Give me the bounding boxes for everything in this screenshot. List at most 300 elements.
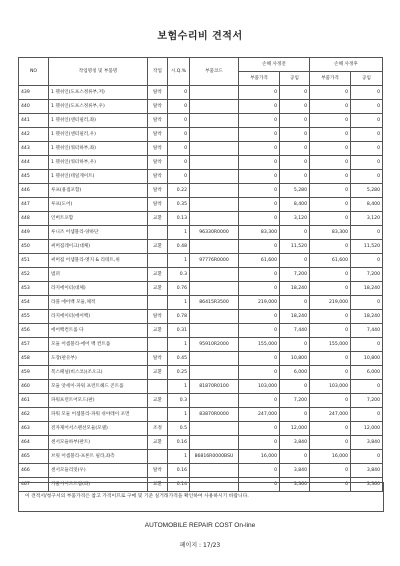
row-part-code [190, 394, 239, 408]
row-assess-parts: 0 [310, 142, 351, 156]
row-name: 라지에이터(대체) [49, 282, 148, 296]
row-qty: 0.22 [168, 184, 190, 198]
row-qty: 0.3 [168, 268, 190, 282]
row-qty: 1 [168, 226, 190, 240]
row-damage-labor: 0 [280, 296, 310, 310]
row-damage-labor: 7,200 [280, 394, 310, 408]
row-damage-parts: 0 [239, 352, 280, 366]
row-damage-labor: 0 [280, 170, 310, 184]
row-no: 451 [19, 254, 49, 268]
disclaimer-note: 이 견적서/청구서의 부품가격은 참고 가격이므로 구매 및 기준 실거래가격을 확인하여 사용하시기 바랍니다. [18, 482, 384, 512]
row-damage-labor: 18,240 [280, 310, 310, 324]
table-row [19, 254, 383, 268]
estimate-table [18, 57, 383, 492]
row-part-code [190, 170, 239, 184]
row-damage-labor: 0 [280, 226, 310, 240]
row-qty: 0 [168, 100, 190, 114]
row-name: 센서모듈하부(판트) [49, 436, 148, 450]
row-assess-labor: 6,000 [351, 366, 383, 380]
row-assess-labor: 0 [351, 450, 383, 464]
row-assess-labor: 3,120 [351, 212, 383, 226]
row-damage-labor: 0 [280, 128, 310, 142]
row-work [148, 408, 168, 422]
row-assess-parts: 61,600 [310, 254, 351, 268]
row-name: 1 웻쉬인(테일게이트) [49, 170, 148, 184]
row-assess-labor: 0 [351, 380, 383, 394]
row-damage-labor: 5,280 [280, 184, 310, 198]
row-qty: 1 [168, 408, 190, 422]
row-part-code [190, 114, 239, 128]
row-damage-labor: 0 [280, 408, 310, 422]
row-damage-parts: 0 [239, 114, 280, 128]
row-damage-parts: 0 [239, 212, 280, 226]
row-qty: 0.78 [168, 310, 190, 324]
table-row [19, 450, 383, 464]
row-damage-parts: 83,300 [239, 226, 280, 240]
row-assess-labor: 3,360 [351, 478, 383, 492]
header-damage-group: 손해 사정전 [239, 58, 310, 72]
row-assess-labor: 11,520 [351, 240, 383, 254]
row-name: 1 웻쉬인(쿼터하부,좌) [49, 142, 148, 156]
document-title: 보험수리비 견적서 [157, 31, 243, 42]
row-name: 파워 모듈 어셈블리-파워 쉬야레이 포면 [49, 408, 148, 422]
row-assess-labor: 7,440 [351, 324, 383, 338]
row-assess-labor: 12,000 [351, 422, 383, 436]
row-part-code [190, 86, 239, 100]
row-assess-parts: 0 [310, 114, 351, 128]
row-part-code [190, 310, 239, 324]
table-row [19, 464, 383, 478]
row-damage-labor: 3,360 [280, 478, 310, 492]
row-assess-labor: 18,240 [351, 310, 383, 324]
row-work: 교환 [148, 478, 168, 492]
row-assess-labor: 18,240 [351, 282, 383, 296]
row-part-code [190, 352, 239, 366]
row-no: 454 [19, 296, 49, 310]
row-part-code [190, 142, 239, 156]
row-damage-labor: 0 [280, 114, 310, 128]
row-no: 457 [19, 338, 49, 352]
row-work: 탈착 [148, 86, 168, 100]
row-name: 파워프런트어모드(판) [49, 394, 148, 408]
row-no: 450 [19, 240, 49, 254]
row-assess-parts: 0 [310, 422, 351, 436]
row-assess-labor: 7,200 [351, 268, 383, 282]
row-assess-parts: 0 [310, 184, 351, 198]
row-damage-labor: 0 [280, 100, 310, 114]
row-assess-parts: 0 [310, 282, 351, 296]
row-no: 464 [19, 436, 49, 450]
row-name: 도장(판유부) [49, 352, 148, 366]
row-part-code: 96330R0000 [190, 226, 239, 240]
row-qty: 0.48 [168, 240, 190, 254]
table-row [19, 156, 383, 170]
row-assess-parts: 103,000 [310, 380, 351, 394]
row-no: 463 [19, 422, 49, 436]
header-name: 작업명칭 및 부품명 [49, 58, 148, 86]
row-damage-parts: 0 [239, 282, 280, 296]
row-assess-labor: 0 [351, 142, 383, 156]
row-name: 라플 에어백 모듈,채적 [49, 296, 148, 310]
row-part-code: 97776R0000 [190, 254, 239, 268]
table-row [19, 338, 383, 352]
row-assess-parts: 0 [310, 436, 351, 450]
row-name: 전자제어서스펜션모듈(모델) [49, 422, 148, 436]
row-qty: 0.5 [168, 422, 190, 436]
row-work: 탈착 [148, 464, 168, 478]
row-name: 써머집레이크(대체) [49, 240, 148, 254]
row-damage-parts: 0 [239, 366, 280, 380]
table-row [19, 100, 383, 114]
row-assess-labor: 0 [351, 86, 383, 100]
row-qty: 0 [168, 170, 190, 184]
row-damage-parts: 155,000 [239, 338, 280, 352]
row-damage-parts: 0 [239, 394, 280, 408]
row-work: 탈착 [148, 142, 168, 156]
row-part-code [190, 282, 239, 296]
row-part-code [190, 324, 239, 338]
row-damage-parts: 103,000 [239, 380, 280, 394]
row-work: 교환 [148, 240, 168, 254]
row-work: 탈착 [148, 100, 168, 114]
row-qty: 0 [168, 86, 190, 100]
row-work: 교환 [148, 324, 168, 338]
row-damage-labor: 3,120 [280, 212, 310, 226]
row-assess-parts: 0 [310, 100, 351, 114]
row-damage-parts: 0 [239, 184, 280, 198]
row-damage-parts: 0 [239, 156, 280, 170]
row-part-code [190, 240, 239, 254]
row-work: 탈착 [148, 352, 168, 366]
row-damage-parts: 16,000 [239, 450, 280, 464]
row-work: 탈착 [148, 156, 168, 170]
row-damage-labor: 0 [280, 338, 310, 352]
row-damage-labor: 3,840 [280, 436, 310, 450]
row-damage-parts: 0 [239, 100, 280, 114]
row-no: 466 [19, 464, 49, 478]
row-damage-parts: 0 [239, 268, 280, 282]
row-part-code [190, 268, 239, 282]
row-damage-parts: 0 [239, 86, 280, 100]
row-assess-labor: 7,200 [351, 394, 383, 408]
row-damage-parts: 0 [239, 436, 280, 450]
row-assess-labor: 0 [351, 296, 383, 310]
row-assess-parts: 16,000 [310, 450, 351, 464]
row-damage-labor: 8,400 [280, 198, 310, 212]
row-damage-parts: 0 [239, 464, 280, 478]
row-assess-labor: 0 [351, 254, 383, 268]
row-damage-parts: 0 [239, 128, 280, 142]
row-part-code [190, 436, 239, 450]
row-work: 교환 [148, 268, 168, 282]
row-damage-labor: 0 [280, 380, 310, 394]
table-row [19, 310, 383, 324]
row-assess-labor: 0 [351, 114, 383, 128]
row-damage-labor: 10,800 [280, 352, 310, 366]
table-row [19, 282, 383, 296]
row-work: 교환 [148, 366, 168, 380]
row-name: 센서모듈리밋(우) [49, 464, 148, 478]
row-qty: 0.35 [168, 198, 190, 212]
row-qty: 1 [168, 338, 190, 352]
row-qty: 0 [168, 128, 190, 142]
row-damage-labor: 12,000 [280, 422, 310, 436]
row-no: 462 [19, 408, 49, 422]
row-qty: 0.25 [168, 366, 190, 380]
row-qty: 0.16 [168, 436, 190, 450]
header-qty: 시.Q.% [168, 58, 190, 86]
row-no: 467 [19, 478, 49, 492]
row-no: 448 [19, 212, 49, 226]
row-assess-parts: 0 [310, 170, 351, 184]
row-assess-parts: 0 [310, 128, 351, 142]
row-damage-parts: 0 [239, 324, 280, 338]
row-name: 1 웻쉬인(도프스정류부,우) [49, 100, 148, 114]
row-qty: 1 [168, 450, 190, 464]
row-assess-labor: 0 [351, 156, 383, 170]
row-assess-parts: 0 [310, 198, 351, 212]
row-no: 446 [19, 184, 49, 198]
row-work [148, 296, 168, 310]
row-damage-parts: 0 [239, 198, 280, 212]
row-no: 442 [19, 128, 49, 142]
row-name: 카울사이드트림(좌) [49, 478, 148, 492]
table-row [19, 114, 383, 128]
row-part-code [190, 100, 239, 114]
row-work: 교환 [148, 282, 168, 296]
row-no: 452 [19, 268, 49, 282]
row-work: 탈착 [148, 184, 168, 198]
row-part-code: 86816R0000BSU [190, 450, 239, 464]
row-assess-labor: 0 [351, 170, 383, 184]
row-no: 445 [19, 170, 49, 184]
row-assess-parts: 155,000 [310, 338, 351, 352]
row-qty: 1 [168, 380, 190, 394]
row-name: 복스패널(비스코)(조오크) [49, 366, 148, 380]
row-work: 탈착 [148, 310, 168, 324]
page-number: 페이지 : 17/23 [179, 542, 221, 549]
row-no: 456 [19, 324, 49, 338]
row-no: 439 [19, 86, 49, 100]
row-assess-labor: 0 [351, 128, 383, 142]
row-part-code [190, 422, 239, 436]
row-damage-labor: 0 [280, 142, 310, 156]
row-assess-parts: 0 [310, 464, 351, 478]
row-assess-labor: 0 [351, 100, 383, 114]
table-row [19, 142, 383, 156]
row-qty: 0 [168, 156, 190, 170]
row-no: 465 [19, 450, 49, 464]
row-assess-labor: 0 [351, 408, 383, 422]
table-row [19, 86, 383, 100]
table-row [19, 296, 383, 310]
row-assess-labor: 3,840 [351, 436, 383, 450]
header-damage-parts: 부품가격 [239, 72, 280, 86]
table-row [19, 128, 383, 142]
header-damage-labor: 공임 [280, 72, 310, 86]
table-row [19, 240, 383, 254]
row-damage-labor: 18,240 [280, 282, 310, 296]
row-assess-parts: 0 [310, 212, 351, 226]
header-part-code: 부품코드 [190, 58, 239, 86]
row-qty: 0.3 [168, 394, 190, 408]
row-work: 탈착 [148, 114, 168, 128]
header-assess-group: 손해 사정후 [310, 58, 383, 72]
row-part-code [190, 366, 239, 380]
row-no: 441 [19, 114, 49, 128]
row-assess-labor: 0 [351, 226, 383, 240]
row-qty: 0.45 [168, 352, 190, 366]
row-no: 459 [19, 366, 49, 380]
row-name: 루니즈 어셈블리-양하단 [49, 226, 148, 240]
row-damage-parts: 0 [239, 478, 280, 492]
row-no: 453 [19, 282, 49, 296]
row-damage-parts: 0 [239, 310, 280, 324]
row-work: 교환 [148, 212, 168, 226]
table-row [19, 226, 383, 240]
row-qty: 0.16 [168, 464, 190, 478]
row-no: 449 [19, 226, 49, 240]
row-work [148, 380, 168, 394]
header-assess-labor: 공임 [351, 72, 383, 86]
row-name: 1 웻쉬인(센터필러,좌) [49, 114, 148, 128]
row-work: 탈착 [148, 170, 168, 184]
header-no: NO [19, 58, 49, 86]
row-damage-parts: 0 [239, 422, 280, 436]
row-qty: 0 [168, 142, 190, 156]
row-name: 1 웻쉬인(센터필러,우) [49, 128, 148, 142]
table-row [19, 366, 383, 380]
row-part-code [190, 198, 239, 212]
row-assess-labor: 3,840 [351, 464, 383, 478]
row-assess-labor: 8,400 [351, 198, 383, 212]
table-row [19, 394, 383, 408]
row-part-code [190, 212, 239, 226]
row-damage-parts: 61,600 [239, 254, 280, 268]
row-work: 탈착 [148, 128, 168, 142]
row-work: 조정 [148, 422, 168, 436]
row-assess-parts: 0 [310, 310, 351, 324]
table-row [19, 324, 383, 338]
row-no: 460 [19, 380, 49, 394]
row-name: 범퍼 [49, 268, 148, 282]
row-name: 루프(도어) [49, 198, 148, 212]
row-assess-parts: 0 [310, 86, 351, 100]
row-name: 써머집 어셈블리-엣지 & 리테트,위 [49, 254, 148, 268]
row-damage-parts: 0 [239, 170, 280, 184]
row-assess-labor: 5,280 [351, 184, 383, 198]
row-damage-labor: 0 [280, 156, 310, 170]
table-row [19, 408, 383, 422]
row-no: 447 [19, 198, 49, 212]
header-assess-parts: 부품가격 [310, 72, 351, 86]
row-name: 모듈 어셈블리-에어 백 컨트롤 [49, 338, 148, 352]
table-row [19, 268, 383, 282]
row-damage-labor: 3,840 [280, 464, 310, 478]
row-no: 461 [19, 394, 49, 408]
row-name: 1 웻쉬인(쿼터하부,우) [49, 156, 148, 170]
header-work: 작업 [148, 58, 168, 86]
row-qty: 0.14 [168, 478, 190, 492]
row-assess-labor: 0 [351, 338, 383, 352]
row-damage-labor: 11,520 [280, 240, 310, 254]
row-part-code: 95910R2000 [190, 338, 239, 352]
table-row [19, 170, 383, 184]
row-work [148, 450, 168, 464]
row-qty: 0.13 [168, 212, 190, 226]
table-row [19, 352, 383, 366]
row-part-code [190, 128, 239, 142]
row-name: 루프(용접포함) [49, 184, 148, 198]
row-assess-parts: 83,300 [310, 226, 351, 240]
table-row [19, 212, 383, 226]
row-assess-parts: 0 [310, 366, 351, 380]
row-assess-parts: 0 [310, 478, 351, 492]
row-damage-labor: 0 [280, 86, 310, 100]
row-assess-parts: 247,000 [310, 408, 351, 422]
row-no: 440 [19, 100, 49, 114]
row-qty: 1 [168, 296, 190, 310]
row-no: 455 [19, 310, 49, 324]
row-no: 458 [19, 352, 49, 366]
row-qty: 0.76 [168, 282, 190, 296]
row-part-code [190, 156, 239, 170]
row-qty: 1 [168, 254, 190, 268]
table-row [19, 198, 383, 212]
row-assess-labor: 10,800 [351, 352, 383, 366]
row-damage-parts: 219,000 [239, 296, 280, 310]
row-assess-parts: 0 [310, 156, 351, 170]
row-work: 교환 [148, 436, 168, 450]
row-work: 탈착 [148, 198, 168, 212]
row-qty: 0 [168, 114, 190, 128]
row-work [148, 254, 168, 268]
row-damage-parts: 0 [239, 142, 280, 156]
row-name: 인버트포함 [49, 212, 148, 226]
row-assess-parts: 219,000 [310, 296, 351, 310]
row-no: 444 [19, 156, 49, 170]
row-work: 교환 [148, 394, 168, 408]
row-damage-labor: 0 [280, 450, 310, 464]
row-qty: 0.31 [168, 324, 190, 338]
footer-brand: AUTOMOBILE REPAIR COST On-line [144, 522, 256, 529]
table-row [19, 422, 383, 436]
row-assess-parts: 0 [310, 352, 351, 366]
table-row [19, 436, 383, 450]
row-work [148, 226, 168, 240]
row-part-code: 81870R0100 [190, 380, 239, 394]
row-assess-parts: 0 [310, 268, 351, 282]
row-damage-labor: 6,000 [280, 366, 310, 380]
row-no: 443 [19, 142, 49, 156]
row-damage-parts: 0 [239, 240, 280, 254]
row-assess-parts: 0 [310, 240, 351, 254]
row-name: 브릿 어셈블리-프론트 필라,좌측 [49, 450, 148, 464]
row-damage-labor: 7,440 [280, 324, 310, 338]
row-assess-parts: 0 [310, 394, 351, 408]
row-damage-parts: 247,000 [239, 408, 280, 422]
row-part-code: 86415R3500 [190, 296, 239, 310]
row-part-code [190, 184, 239, 198]
row-work [148, 338, 168, 352]
row-name: 에어백컨트롤 다 [49, 324, 148, 338]
table-row [19, 184, 383, 198]
row-name: 1 웻쉬인(도프스정류부,저) [49, 86, 148, 100]
row-part-code: 83870R0000 [190, 408, 239, 422]
row-part-code [190, 464, 239, 478]
table-body [19, 86, 383, 492]
row-damage-labor: 7,200 [280, 268, 310, 282]
